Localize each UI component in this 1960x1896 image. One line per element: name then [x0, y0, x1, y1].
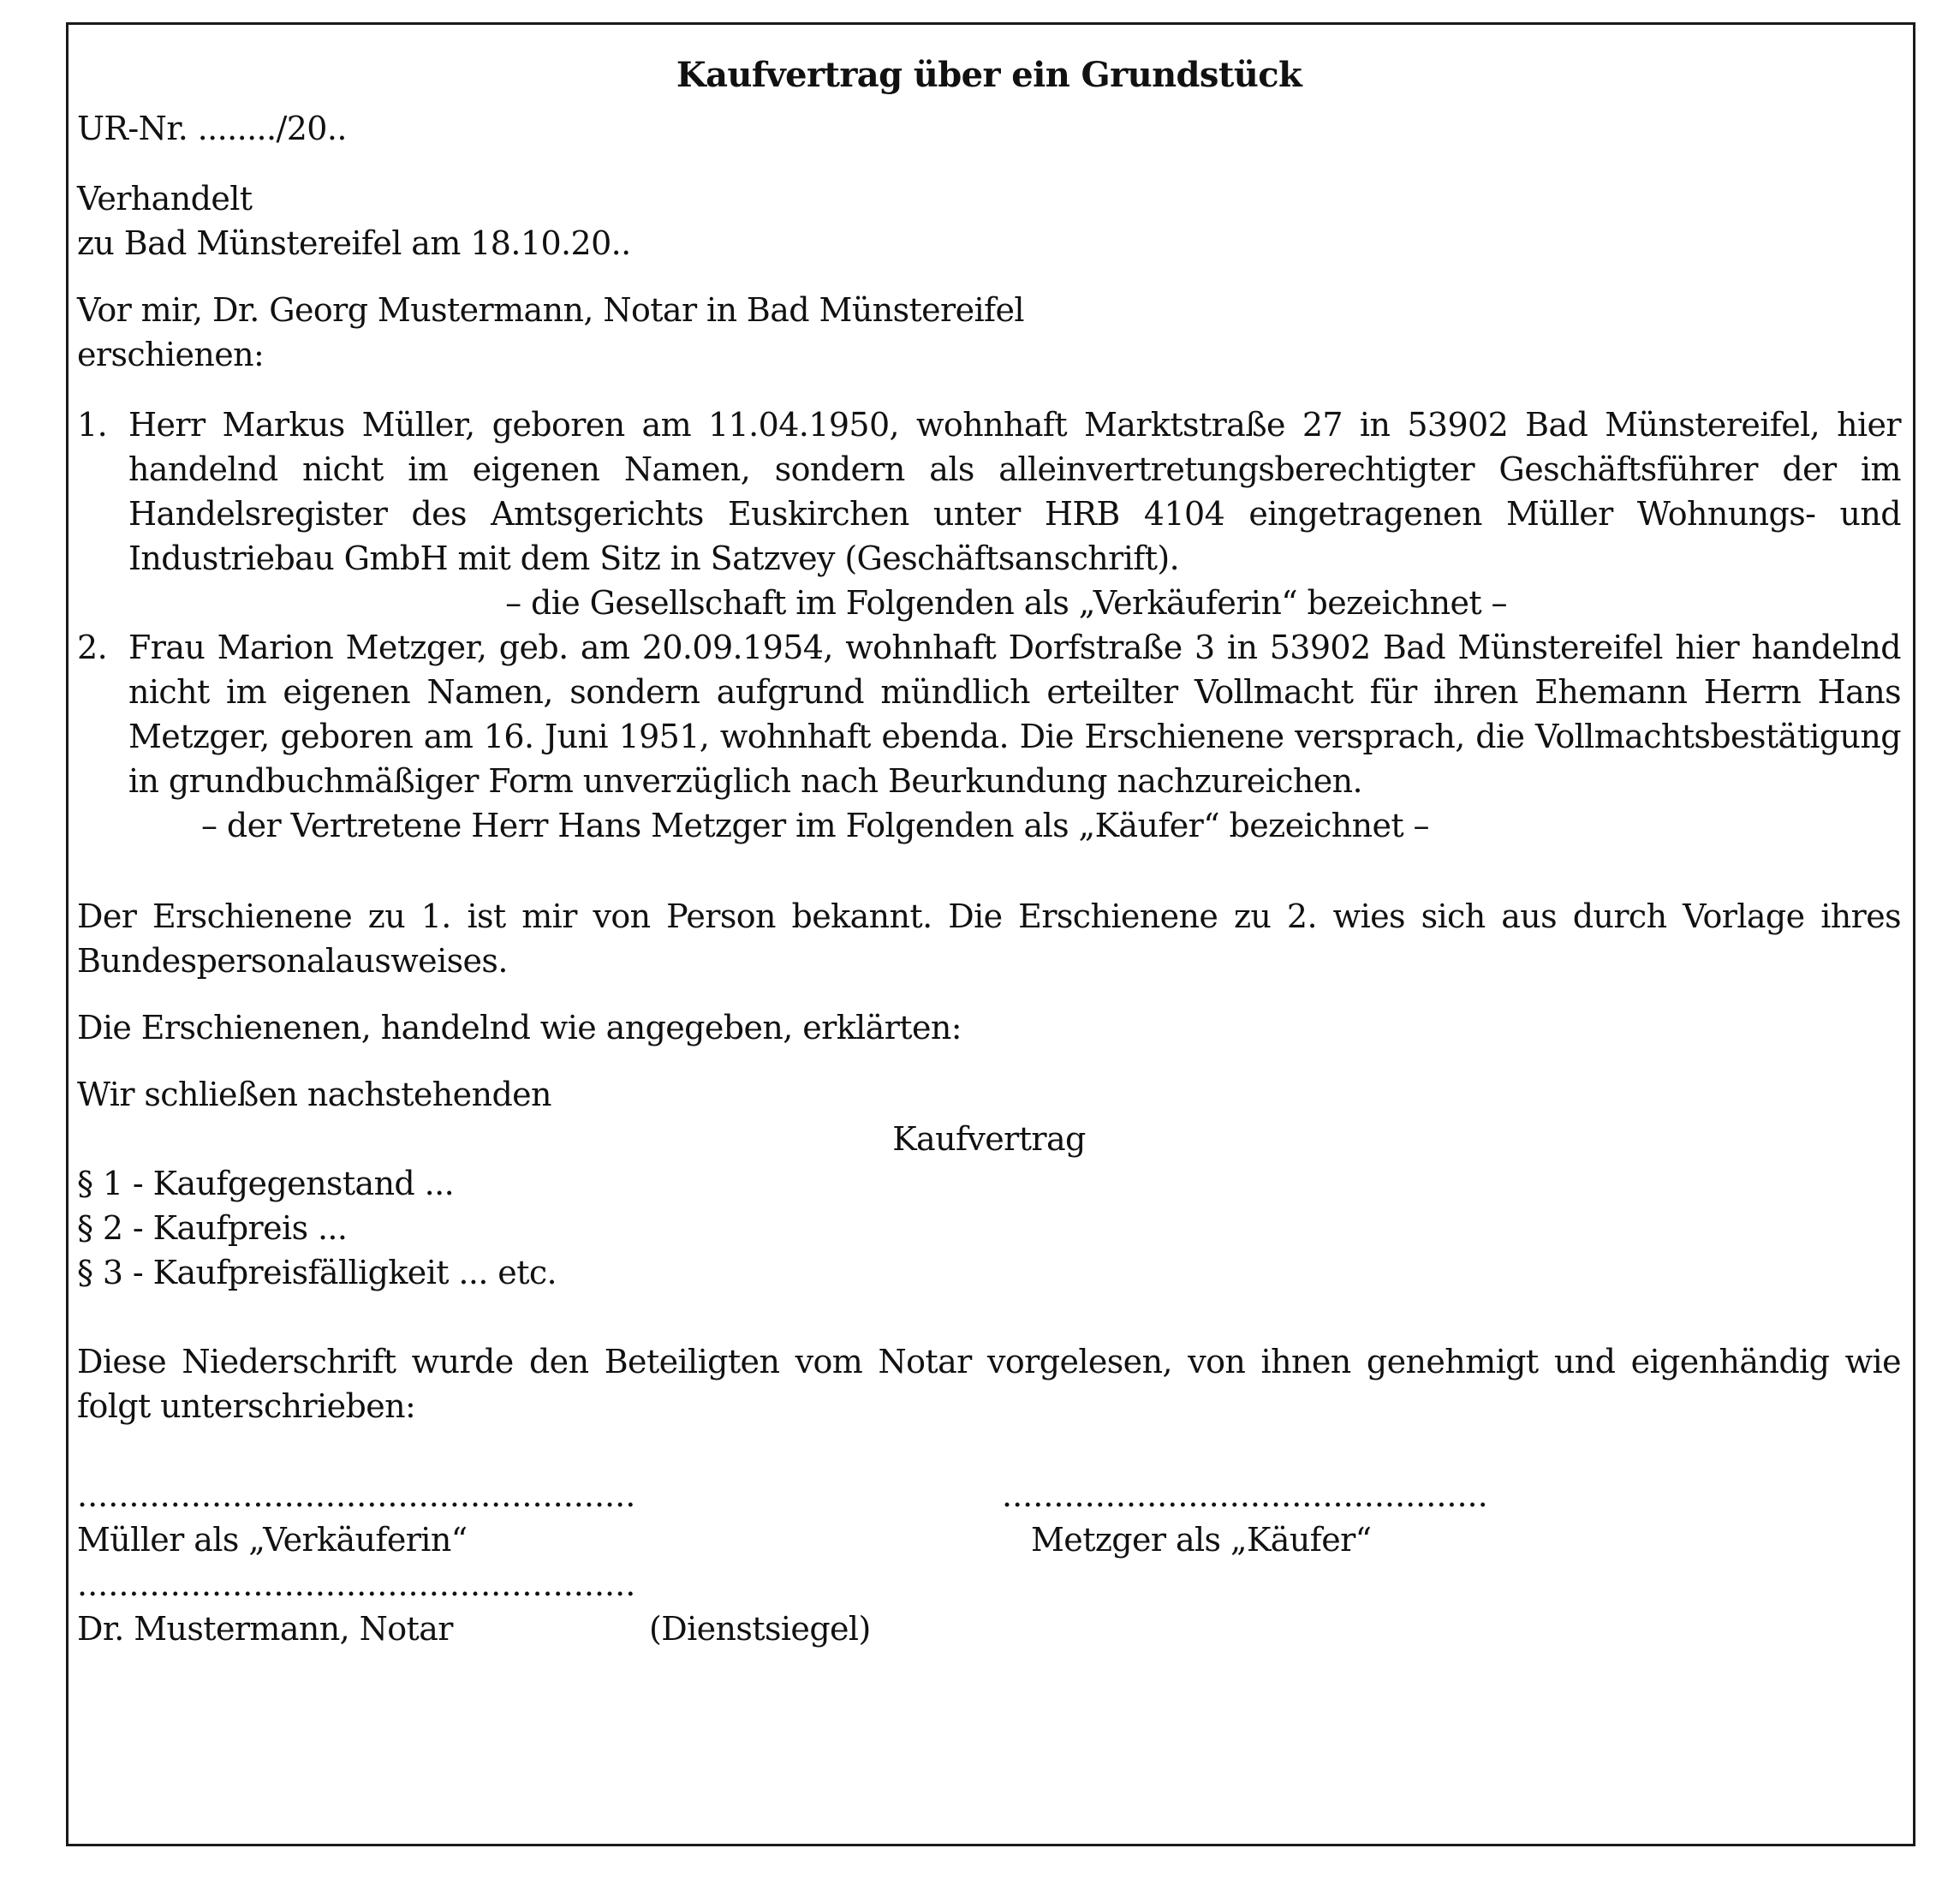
- section-item: § 2 - Kaufpreis ...: [77, 1209, 348, 1247]
- schliessen-line: Wir schließen nachstehenden: [77, 1076, 551, 1113]
- place-date-block: [77, 176, 1901, 265]
- declaration-paragraph: Die Erschienenen, handelnd wie angegeben, erklärten:: [77, 1009, 962, 1046]
- notary-block: [77, 288, 1901, 377]
- closing-paragraph: Diese Niederschrift wurde den Beteiligten vom Notar vorgelesen, von ihnen genehmigt und eigenhändig wie folgt unterschrieben:: [77, 1343, 1901, 1425]
- section-item: § 1 - Kaufgegenstand ...: [77, 1165, 455, 1202]
- erschienen-label: erschienen:: [77, 336, 265, 373]
- notary-signature-label: Dr. Mustermann, Notar: [77, 1610, 453, 1648]
- official-seal-label: (Dienstsiegel): [649, 1610, 871, 1648]
- identification-paragraph: Der Erschienene zu 1. ist mir von Person bekannt. Die Erschienene zu 2. wies sich aus durch Vorlage ihres Bundespersonalausweises.: [77, 897, 1901, 980]
- party-2-role: – der Vertretene Herr Hans Metzger im Folgenden als „Käufer“ bezeichnet –: [201, 807, 1429, 844]
- signature-row-dots: [77, 1473, 1901, 1517]
- urkundenrolle-number: UR-Nr. ......../20..: [77, 110, 347, 147]
- buyer-signature-line: ...............................................: [1002, 1476, 1488, 1514]
- seller-signature-line: ......................................................: [77, 1476, 636, 1514]
- sections-list: [77, 1161, 1901, 1295]
- party-2-number: 2.: [77, 629, 108, 666]
- signature-row-labels: [77, 1517, 1901, 1562]
- notary-signature-line: ......................................................: [77, 1565, 636, 1603]
- section-item: § 3 - Kaufpreisfälligkeit ... etc.: [77, 1254, 557, 1291]
- notary-row: [77, 1607, 1901, 1651]
- party-1-role: – die Gesellschaft im Folgenden als „Verkäuferin“ bezeichnet –: [505, 584, 1507, 622]
- document-title: Kaufvertrag über ein Grundstück: [676, 55, 1302, 95]
- contract-document: [77, 53, 1901, 1651]
- seller-signature-label: Müller als „Verkäuferin“: [77, 1521, 468, 1559]
- party-2-text: Frau Marion Metzger, geb. am 20.09.1954, wohnhaft Dorfstraße 3 in 53902 Bad Münstereifel hier handelnd nicht im eigenen Namen, sondern aufgrund mündlich erteilter Vollmacht für ihren Ehemann Herrn Hans Metzger, geboren am 16. Juni 1951, wohnhaft ebenda. Die Erschienene versprach, die Vollmachtsbestätigung in grundbuchmäßiger Form unverzüglich nach Beurkundung nachzureichen.: [128, 629, 1901, 800]
- party-1-text: Herr Markus Müller, geboren am 11.04.1950, wohnhaft Marktstraße 27 in 53902 Bad Münstereifel, hier handelnd nicht im eigenen Namen, sondern als alleinvertretungsberechtigter Geschäftsführer der im Handelsregister des Amtsgerichts Euskirchen unter HRB 4104 eingetragenen Müller Wohnungs- und Industriebau GmbH mit dem Sitz in Satzvey (Geschäftsanschrift).: [128, 406, 1901, 577]
- party-2: [77, 625, 1901, 803]
- verhandelt-label: Verhandelt: [77, 180, 253, 218]
- notary-line: Vor mir, Dr. Georg Mustermann, Notar in Bad Münstereifel: [77, 291, 1024, 329]
- party-1-number: 1.: [77, 406, 108, 444]
- party-1: [77, 402, 1901, 581]
- place-date: zu Bad Münstereifel am 18.10.20..: [77, 224, 631, 262]
- kaufvertrag-heading: Kaufvertrag: [892, 1120, 1086, 1158]
- buyer-signature-label: Metzger als „Käufer“: [1031, 1521, 1372, 1559]
